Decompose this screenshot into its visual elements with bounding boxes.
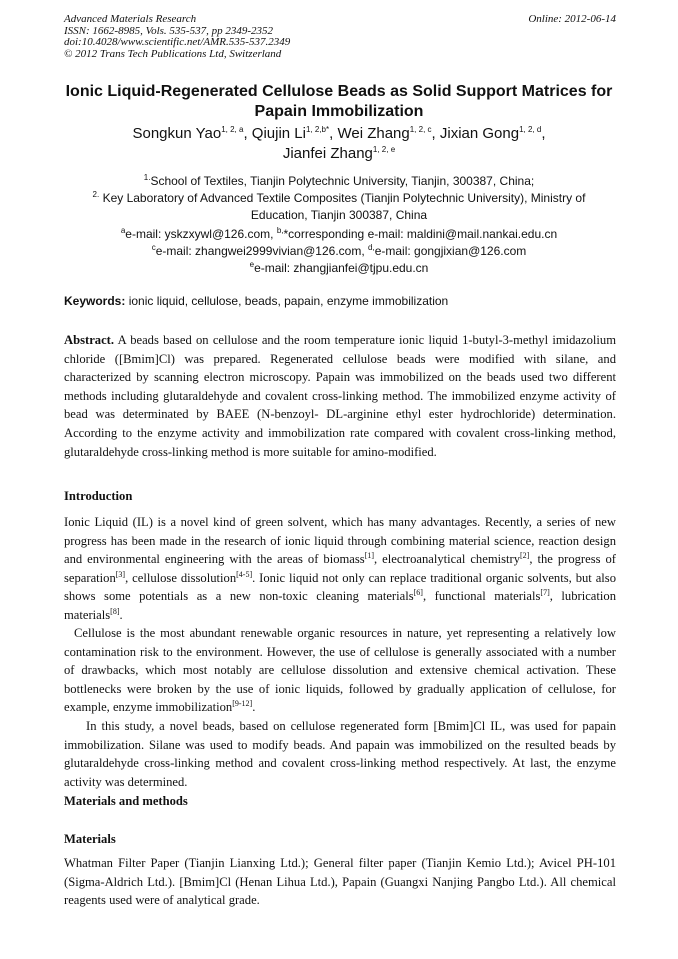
affiliation-2: [60, 190, 618, 224]
keywords: [64, 294, 616, 308]
keywords-text: ionic liquid, cellulose, beads, papain, enzyme immobilization: [128, 294, 449, 308]
online-date: Online: 2012-06-14: [528, 13, 616, 25]
abstract-label: Abstract.: [64, 333, 115, 347]
email-mark: b,: [276, 226, 284, 235]
citation: [1]: [364, 551, 375, 560]
author-name: Songkun Yao: [132, 125, 222, 142]
section-heading-materials-and-methods: Materials and methods: [64, 794, 188, 808]
author-affil-mark: 1, 2, e: [372, 145, 396, 154]
abstract-text: A beads based on cellulose and the room temperature ionic liquid 1-butyl-3-methyl imidazolium chloride ([Bmim]Cl) was prepared. Regenerated cellulose beads were modified with silane, and characterized by scanning electron microscopy. Papain was immobilized on the beads used two different methods including glutaraldehyde and covalent cross-linking method. The immobilized enzyme activity of bead was determinated by BAEE (N-benzoyl- DL-arginine ethyl ester hydrochloride) determination. According to the enzyme activity and immobilization rate compared with covalent cross-linking method, glutaraldehyde cross-linking method is more suitable for amino-modified.: [64, 333, 616, 459]
intro-paragraph-2: Cellulose is the most abundant renewable organic resources in nature, yet representing a relatively low contamination risk to the environment. However, the use of cellulose is generally associated with a number of drawbacks, which most notably are cellulose dissolution and extensive chemical activation. These bottlenecks were broken by the use of ionic liquids, followed by gradually application of cellulose, for example, enzyme immobilization[9-12].: [64, 626, 616, 715]
paper-title: [60, 82, 618, 122]
email-text: e-mail: yskzxywl@126.com,: [125, 227, 274, 241]
title-line-1: Ionic Liquid-Regenerated Cellulose Beads as Solid Support Matrices for: [65, 83, 613, 100]
abstract: [64, 331, 616, 461]
journal-name: Advanced Materials Research: [64, 13, 197, 25]
author-list: Songkun Yao$^{1, 2, a}$, Qiujin $Li^{1, 2,b*}$, Wei Zhang$^{1, 2, c}$, Jixian Gong$^{1, 2, d}$, Jianfei Zhang$^{1, 2, e}$: [132, 125, 546, 162]
affiliation-text: School of Textiles, Tianjin Polytechnic University, Tianjin, 300387, China;: [150, 174, 535, 188]
email-mark: d,: [368, 243, 375, 252]
affiliation-mark: 2.: [92, 190, 100, 199]
email-mark: c: [151, 243, 156, 252]
email-text: e-mail: zhangjianfei@tjpu.edu.cn: [254, 261, 429, 275]
author-name: Qiujin Li: [251, 125, 306, 142]
citation: [9-12]: [232, 699, 253, 709]
email-line-3: [60, 260, 618, 277]
title-line-2: Papain Immobilization: [254, 103, 424, 120]
journal-doi: doi:10.4028/www.scientific.net/AMR.535-537.2349: [64, 36, 291, 48]
author-affil-mark: 1, 2,b*: [305, 125, 330, 134]
affiliation-text: Key Laboratory of Advanced Textile Composites (Tianjin Polytechnic University), Ministry of: [102, 191, 586, 205]
email-text: *corresponding e-mail: maldini@mail.nankai.edu.cn: [283, 227, 558, 241]
email-mark: e: [249, 260, 255, 269]
intro-paragraph-1: Ionic Liquid (IL) is a novel kind of green solvent, which has many advantages. Recently, a series of new progress has been made in the research of ionic liquid through combining material science, reaction design and environmental engineering with the areas of biomass[1], electroanalytical chemistry[2], the progress of separation[3], cellulose dissolution[4-5]. Ionic liquid not only can replace traditional organic solvents, but also shows some potentials as a new non-toxic cleaning materials[6], functional materials[7], lubrication materials[8].: [64, 515, 616, 622]
affiliation-mark: 1.: [143, 173, 151, 182]
citation: [7]: [540, 588, 550, 598]
author-affil-mark: 1, 2, d: [519, 125, 542, 134]
keywords-label: Keywords:: [64, 294, 126, 308]
citation: [2]: [520, 551, 530, 560]
citation: [3]: [115, 569, 126, 579]
email-line-1: [60, 226, 618, 243]
email-mark: a: [120, 226, 126, 235]
email-text: e-mail: zhangwei2999vivian@126.com,: [155, 244, 365, 258]
author-name: Wei Zhang: [337, 125, 410, 142]
author-name: Jianfei Zhang: [282, 145, 373, 162]
author-affil-mark: 1, 2, c: [409, 125, 432, 134]
journal-issn: ISSN: 1662-8985, Vols. 535-537, pp 2349-2352: [64, 24, 273, 37]
email-text: e-mail: gongjixian@126.com: [374, 244, 527, 258]
materials-paragraph: Whatman Filter Paper (Tianjin Lianxing Ltd.); General filter paper (Tianjin Kemio Ltd.); Avicel PH-101 (Sigma-Aldrich Ltd.). [Bmim]Cl (Henan Lihua Ltd.), Papain (Guangxi Nanjing Pangbo Ltd.). All chemical reagents used were of analytical grade.: [64, 856, 616, 908]
citation: [4-5]: [236, 569, 253, 579]
affiliation-text: Education, Tianjin 300387, China: [250, 208, 428, 222]
intro-paragraph-3: In this study, a novel beads, based on cellulose regenerated form [Bmim]Cl IL, was used for papain immobilization. Silane was used to modify beads. And papain was immobilized on the resulted beads by glutaraldehyde cross-linking method and covalent cross-linking method respectively. At last, the enzyme activity was determined.: [64, 719, 616, 789]
author-affil-mark: 1, 2, a: [221, 125, 244, 134]
citation: [8]: [110, 606, 120, 616]
subsection-heading-materials: Materials: [64, 832, 116, 846]
author-name: Jixian Gong: [439, 125, 520, 142]
citation: [6]: [413, 588, 423, 598]
journal-header: [64, 14, 616, 60]
affiliation-1: [60, 173, 618, 190]
email-line-2: [60, 243, 618, 260]
journal-copyright: © 2012 Trans Tech Publications Ltd, Switzerland: [64, 47, 282, 60]
section-heading-introduction: Introduction: [64, 489, 133, 503]
